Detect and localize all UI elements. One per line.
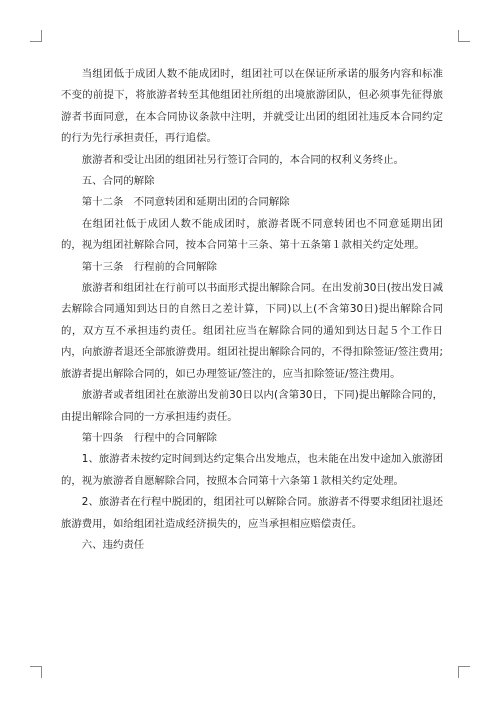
crop-mark-top-left xyxy=(30,30,42,42)
paragraph-article-13-part-2: 旅游者或者组团社在旅游出发前30日以内(含第30日，下同)提出解除合同的，由提出解除合同的一方承担违约责任。 xyxy=(61,389,443,423)
paragraph-article-14-item-1: 1、旅游者未按约定时间到达约定集合出发地点，也未能在出发中途加入旅游团的，视为旅游者自愿解除合同，按照本合同第十六条第１款相关约定处理。 xyxy=(61,453,443,487)
crop-mark-bottom-left xyxy=(30,666,42,678)
article-heading-14: 第十四条 行程中的合同解除 xyxy=(81,431,217,444)
article-heading-13: 第十三条 行程前的合同解除 xyxy=(81,260,217,273)
paragraph-group-transfer: 当组团低于成团人数不能成团时，组团社可以在保证所承诺的服务内容和标准不变的前提下，将旅游者转至其他组团社所组的出境旅游团队，但必须事先征得旅游者书面同意，在本合同协议条款中注明，并就受让出团的组团社违反本合同约定的行为先行承担责任，再行追偿。 xyxy=(61,68,443,145)
paragraph-article-13-part-1: 旅游者和组团社在行前可以书面形式提出解除合同。在出发前30日(按出发日减去解除合同通知到达日的自然日之差计算，下同)以上(不含第30日)提出解除合同的，双方互不承担违约责任。组团社应当在解除合同的通知到达日起５个工作日内，向旅游者退还全部旅游费用。组团社提出解除合同的，不得扣除签证/签注费用;旅游者提出解除合同的，如已办理签证/签注的，应当扣除签证/签注费用。 xyxy=(61,282,443,380)
section-heading-breach-liability: 六、违约责任 xyxy=(81,538,145,551)
document-body xyxy=(61,64,443,556)
section-heading-contract-termination: 五、合同的解除 xyxy=(81,175,155,188)
crop-mark-bottom-right xyxy=(458,666,470,678)
paragraph-article-14-item-2: 2、旅游者在行程中脱团的，组团社可以解除合同。旅游者不得要求组团社退还旅游费用，如给组团社造成经济损失的，应当承担相应赔偿责任。 xyxy=(61,496,443,530)
crop-mark-top-right xyxy=(458,30,470,42)
article-heading-12: 第十二条 不同意转团和延期出团的合同解除 xyxy=(81,196,290,209)
paragraph-obligation-termination: 旅游者和受让出团的组团社另行签订合同的，本合同的权利义务终止。 xyxy=(81,153,404,166)
paragraph-article-12: 在组团社低于成团人数不能成团时，旅游者既不同意转团也不同意延期出团的，视为组团社解除合同，按本合同第十三条、第十五条第１款相关约定处理。 xyxy=(61,217,443,252)
